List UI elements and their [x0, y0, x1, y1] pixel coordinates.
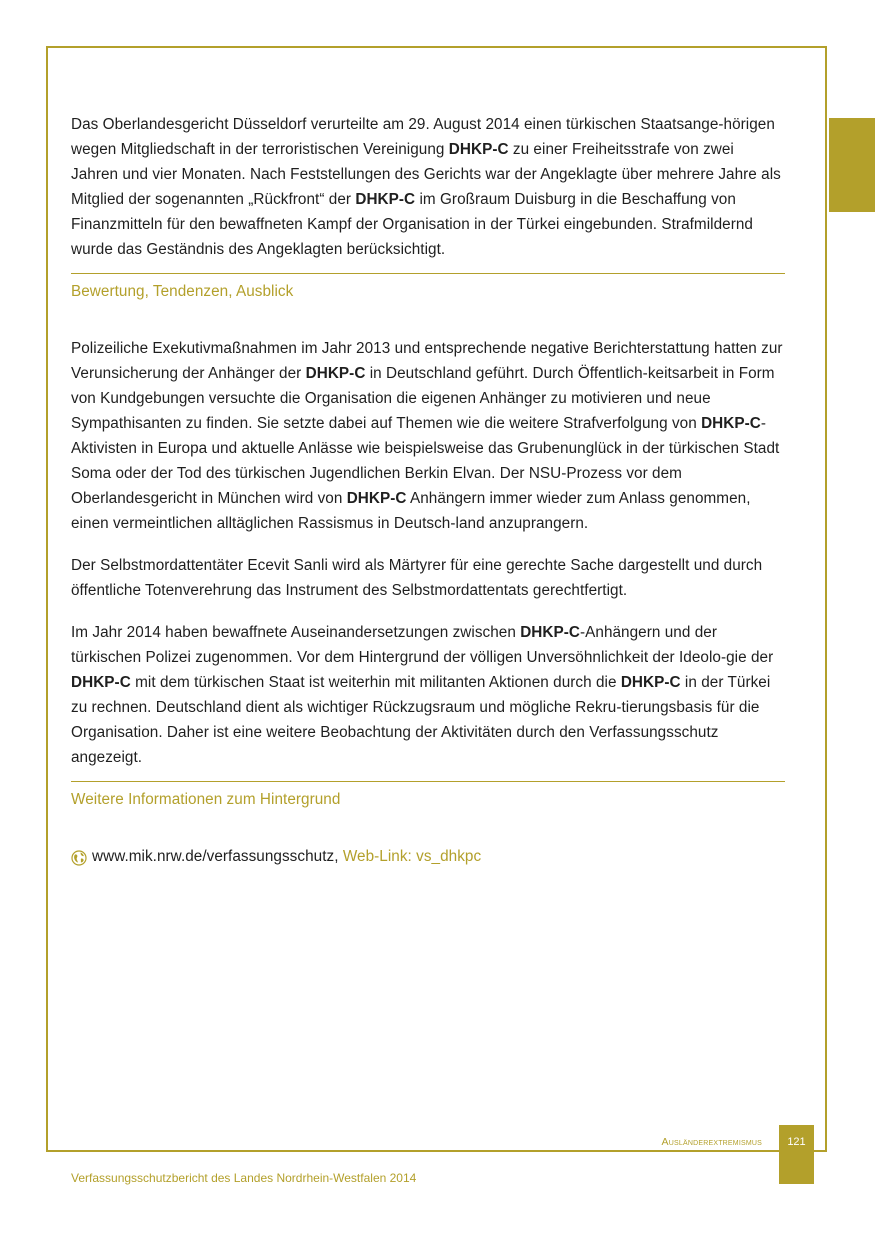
org-name-bold: DHKP-C [71, 674, 131, 691]
text-run: -Aktivisten in Europa und aktuelle Anlässe wie beispielsweise das Grubenunglück in der türkischen Stadt Soma oder der Tod des türkischen Jugendlichen Berkin Elvan. Der NSU-Prozess vor dem Oberlandesgericht in München wird von [71, 415, 780, 507]
text-run: Das Oberlandesgericht Düsseldorf verurteilte am 29. August 2014 einen türkischen Staatsange-hörigen wegen Mitgliedschaft in der terroristischen Vereinigung [71, 116, 775, 158]
text-run: mit dem türkischen Staat ist weiterhin mit militanten Aktionen durch die [130, 674, 621, 691]
page-number: 121 [787, 1136, 806, 1148]
text-run: in der Türkei zu rechnen. Deutschland dient als wichtiger Rückzugsraum und mögliche Rekru-tierungsbasis für die Organisation. Daher ist eine weitere Beobachtung der Aktivitäten durch den Verfassungsschutz angezeigt. [71, 674, 771, 766]
org-name-bold: DHKP-C [701, 415, 761, 432]
section-divider [71, 273, 785, 274]
paragraph-suicide-attacker: Der Selbstmordattentäter Ecevit Sanli wird als Märtyrer für eine gerechte Sache dargestellt und durch öffentliche Totenverehrung das Instrument des Selbstmordattentats gerechtfertigt. [71, 557, 763, 599]
web-link-line [71, 844, 785, 869]
text-run: Im Jahr 2014 haben bewaffnete Auseinandersetzungen zwischen [71, 624, 521, 641]
chapter-side-tab [829, 118, 875, 212]
section-heading-more-info: Weitere Informationen zum Hintergrund [71, 791, 341, 808]
org-name-bold: DHKP-C [448, 141, 509, 158]
org-name-bold: DHKP-C [620, 674, 681, 691]
weblink-label[interactable]: Web-Link: vs_dhkpc [342, 848, 482, 865]
org-name-bold: DHKP-C [520, 624, 580, 641]
section-divider [71, 781, 785, 782]
paragraph-verdict [71, 112, 785, 262]
text-run: -Anhängern und der türkischen Polizei zugenommen. Vor dem Hintergrund der völligen Unversöhnlichkeit der Ideolo-gie der [71, 624, 774, 666]
footer-section-name: Ausländerextremismus [661, 1136, 762, 1148]
paragraph-police-measures [71, 336, 785, 536]
globe-icon [71, 849, 87, 865]
section-heading-assessment: Bewertung, Tendenzen, Ausblick [71, 283, 294, 300]
text-run: zu einer Freiheitsstrafe von zwei Jahren und vier Monaten. Nach Feststellungen des Gerichts war der Angeklagte über mehrere Jahre als Mitglied der sogenannten „Rückfront“ der [71, 141, 781, 208]
text-run: in Deutschland geführt. Durch Öffentlich-keitsarbeit in Form von Kundgebungen versuchte die Organisation die eigenen Anhänger zu motivieren und neue Sympathisanten zu finden. Sie setzte dabei auf Themen wie die weitere Strafverfolgung von [71, 365, 775, 432]
org-name-bold: DHKP-C [305, 365, 366, 382]
paragraph-outlook [71, 620, 785, 770]
org-name-bold: DHKP-C [346, 490, 407, 507]
text-run: Polizeiliche Exekutivmaßnahmen im Jahr 2013 und entsprechende negative Berichterstattung hatten zur Verunsicherung der Anhänger der [71, 340, 783, 382]
main-content [71, 112, 785, 869]
page-number-box [779, 1125, 814, 1184]
org-name-bold: DHKP-C [355, 191, 416, 208]
text-run: Anhängern immer wieder zum Anlass genommen, einen vermeintlichen alltäglichen Rassismus in Deutsch-land anzuprangern. [71, 490, 751, 532]
url-text[interactable]: www.mik.nrw.de/verfassungsschutz, [92, 848, 339, 865]
text-run: im Großraum Duisburg in die Beschaffung von Finanzmitteln für den bewaffneten Kampf der Organisation in der Türkei eingebunden. Strafmildernd wurde das Geständnis des Angeklagten berücksichtigt. [71, 191, 753, 258]
footer-publication-title: Verfassungsschutzbericht des Landes Nordrhein-Westfalen 2014 [71, 1171, 417, 1185]
